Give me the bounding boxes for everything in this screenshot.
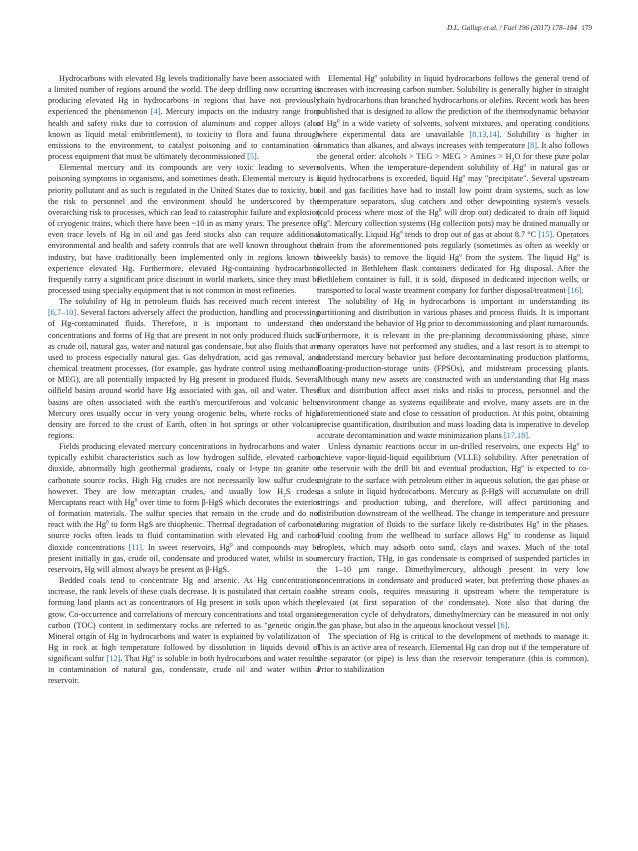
citation-link[interactable]: [6] [497, 620, 508, 630]
superscript: o [536, 519, 540, 526]
superscript: o [152, 653, 155, 660]
superscript: o [400, 229, 403, 236]
citation-link[interactable]: [4] [150, 107, 161, 117]
text-run: Unless dynamic reactions occur in un-drilled reservoirs, one expects Hg [328, 442, 577, 452]
body-paragraph [317, 296, 589, 441]
superscript: o [507, 530, 511, 537]
text-run: S crudes. Mercaptans react with Hg [48, 486, 320, 507]
text-run: The solubility of Hg in petroleum fluids has received much recent interest [59, 297, 320, 307]
text-run: is collected in Bethlehem flask containers dedicated for Hg disposal. After the Bethlehem container is full, it is sold, disposed in dedicated injection wells, or transported to local waste treatment company for further disposal/treatment [317, 252, 589, 295]
text-run: is expected to co-migrate to the surface with petroleum either in aqueous solution, the gas phase or as a solute in liquid hydrocarbons. Mercury as β-HgS will accumulate on drill strings and production tubing, and therefore, will affect partitioning and distribution downstream of the wellhead. The change in temperature and pressure during migration of fluids to the surface likely re-distributes Hg [317, 464, 589, 530]
body-paragraph [48, 575, 320, 687]
text-run: to condense as liquid droplets, which may adsorb onto sand, clays and waxes. Much of the total mercury fraction, THg, in gas condensate is comprised of suspended particles in the 1–10 μm range. Dimethylmercury, although present in very low concentrations in condensate and produced water, but preferring those phases as the stream cools, requires measuring it upstream where the temperature is elevated (at first separation of the condensate). Note also that during the regeneration cycle of dehydrators, dimethylmercury can be measured in not only the gas phase, but also in the aqueous knockout vessel [317, 531, 589, 630]
text-run: . It also follows the general order: alcohols > TEG > MEG > Amines > H [317, 140, 589, 162]
text-run: . [581, 285, 584, 295]
text-run: solubility in liquid hydrocarbons follows the general trend of increases with increasing carbon number. Solubility is generally higher in straight chain hydrocarbons than branched hydrocarbons or olefins. Recent work has been published that is designed to allow the prediction of the thermodynamic behavior of Hg [317, 74, 589, 128]
running-header [0, 24, 638, 38]
left-column [48, 73, 320, 687]
text-run: . Operators drain from the aforementioned pots regularly (sometimes as often as weekly or biweekly basis) to remove the liquid Hg [317, 230, 590, 262]
citation-link[interactable]: [5] [247, 152, 257, 162]
text-run: and compounds may be present initially in gas, crude oil, condensate and produced water, whilst in sour reservoirs, Hg will almost always be present as β-HgS. [48, 542, 320, 574]
text-run: . [528, 431, 531, 440]
text-run: The solubility of Hg in hydrocarbons is important in understanding its partitioning and distribution in various phases and process fluids. It is important to understand the behavior of Hg prior to decommissioning and plant turnarounds. Furthermore, it is relevant in the pre-planning decommissioning phase, since many operators have not performed any studies, and a last resort is to attempt to understand mercury behavior just before decontaminating production platforms, floating-production-storage units (FPSOs), and midstream processing plants. Although many new assets are constructed with an understanding that Hg mass flux and distribution affect asset risks and risks to process, personnel and the environment change as systems equilibrate and evolve, many assets are in the aforementioned state and close to cessation of production. At this point, obtaining precise quantification, distribution and mass loading data is imperative to develop accurate decontamination and waste minimization plans [317, 297, 589, 440]
text-run: Hydrocarbons with elevated Hg levels traditionally have been associated with a limited number of regions around the world. The deep drilling now occurring is producing elevated Hg in hydrocarbons in regions that have not previously experienced the phenomenon [48, 74, 320, 117]
text-run: may "precipitate". Several upstream oil and gas facilities have had to install low point drain systems, such as low temperature separators, slug catchers and other dewpointing system's vessels (cold process where most of the Hg [317, 174, 589, 217]
subscript: 2 [283, 492, 286, 499]
superscript: o [577, 251, 580, 258]
citation-link[interactable]: [8,13,14] [469, 129, 500, 139]
superscript: 0 [438, 207, 442, 214]
body-paragraph [317, 631, 589, 676]
body-paragraph [48, 296, 320, 441]
running-title: D.L. Gallup et al. / Fuel 196 (2017) 178–184 [447, 24, 577, 32]
text-run: . Solubility is higher in aromatics than alkanes, and always increases with temperature [317, 129, 589, 150]
body-paragraph [48, 73, 320, 162]
text-run: Elemental mercury and its compounds are very toxic leading to severe poisoning symptoms in organisms, and sometimes death. Elemental mercury is a priority pollutant and as such is regulated in the United States due to toxicity, but the risk to personnel and the environment should be underscored by the overarching risk to processes, which can lead to catastrophic failure and explosion of cryogenic trains, which there have been ~10 in as many years. The presence of even trace levels of Hg in oil and gas feed stocks also can require additional environmental and health and safety controls that are well known throughout the industry, but have traditionally been implemented only in regions known to experience elevated Hg. Furthermore, elevated Hg-containing hydrocarbons frequently carry a significant price discount in world markets, since they must be processed using specialty equipment that is not common in most refineries. [48, 163, 320, 295]
superscript: 0 [106, 519, 109, 526]
text-run: . Mercury impacts on the industry range from health and safety risks due to corrosion of aluminum and copper alloys (also known as liquid metal embrittlement), to toxicity to flora and fauna through emissions to the environment, to catalyst poisoning and to contamination of process equipment that must be ultimately decommissioned [48, 107, 320, 162]
citation-link[interactable]: [17,18] [503, 431, 528, 440]
text-run: in a wide variety of solvents, solvent mixtures, and operating conditions where experimental data are unavailable [317, 118, 589, 139]
text-run: in the phases. Fluid cooling from the wellhead to surface allows Hg [317, 520, 589, 541]
text-run: O for these pure polar solvents. When the temperature-dependent solubility of Hg [317, 152, 590, 173]
text-run: The speciation of Hg is critical to the development of methods to manage it. This is an active area of research. Elemental Hg can drop out if the temperature of the separator (or pipe) is less than the reservoir temperature (this is common). Prior to stabilization [317, 631, 589, 675]
text-run: Bedded coals tend to concentrate Hg and arsenic. As Hg concentrations increase, the rank levels of these coals decrease. It is postulated that certain coal-forming land plants act as concentrators of Hg present in soils upon which they grow. Co-occurrence and correlations of mercury concentrations and total organic carbon (TOC) content in sedimentary rocks are referred to as "genetic origin." Mineral origin of Hg in hydrocarbons and water is explained by volatilization of Hg in rock at high temperature followed by dissolution in liquids devoid of significant sulfur [48, 576, 320, 664]
citation-link[interactable]: [16] [567, 285, 582, 295]
citation-link[interactable]: [11] [128, 542, 143, 552]
superscript: 0 [336, 117, 340, 124]
text-run: is soluble in both hydrocarbons and water results in contamination of natural gas, condensate, crude oil and water within a reservoir. [48, 654, 320, 686]
text-run: to form HgS are thiophenic. Thermal degradation of carbonate source rocks often leads to fluid contamination with elevated Hg and carbon dioxide concentrations [48, 520, 320, 552]
page-number: 179 [581, 24, 592, 32]
citation-link[interactable]: [15] [538, 230, 553, 240]
text-run: . In sweet reservoirs, Hg [142, 542, 230, 552]
body-paragraph [48, 162, 320, 296]
superscript: o [576, 441, 580, 448]
body-paragraph [48, 441, 320, 575]
superscript: o [521, 463, 524, 470]
text-run: . [256, 152, 259, 162]
citation-link[interactable]: [6,7–10] [48, 308, 77, 318]
text-run: tends to drop out of gas at about 8.7 °C [402, 230, 539, 240]
citation-link[interactable]: [8] [527, 140, 538, 150]
text-run: in natural gas or liquid hydrocarbons is exceeded, liquid Hg [317, 163, 589, 184]
text-run: . That Hg [120, 654, 153, 664]
subscript: 2 [511, 157, 515, 164]
superscript: 0 [229, 541, 233, 548]
text-run: Elemental Hg [328, 74, 375, 83]
superscript: o [327, 218, 330, 225]
superscript: o [523, 162, 527, 169]
superscript: o [459, 251, 462, 258]
superscript: 0 [134, 497, 138, 504]
right-column [317, 73, 589, 675]
text-run: over time to form β-HgS which decorates the exterior of formation materials. The sulfur species that remain in the crude and do not react with the Hg [48, 497, 320, 530]
superscript: o [462, 173, 466, 180]
text-run: from the system. The liquid Hg [461, 252, 578, 262]
body-paragraph [317, 73, 589, 296]
text-run: to achieve vapor-liquid-liquid equilibrium (VLLE) solubility. After penetration of the reservoir with the drill bit and eventual production, Hg [317, 442, 589, 474]
citation-link[interactable]: [12] [106, 654, 121, 664]
text-run: . Several factors adversely affect the production, handling and processing of Hg-contaminated fluids. Therefore, it is important to understand the concentrations and forms of Hg that are present in not only produced fluids such as crude oil, natural gas, water and natural gas condensate, but also fluids that are used to process especially natural gas. Gas dehydration, acid gas removal, and chemical treatment processes, (for example, gas hydrate control using methanol or MEG), are all potentially impacted by Hg present in produced fluids. Several oilfield basins around world have Hg associated with gas, oil and water. These basins are often associated with the earth's mercuriferous and volcanic belts. Mercury ores usually occur in very young orogenic belts, where rocks of high density are forced to the crust of Earth, often in hot springs or other volcanic regions. [48, 308, 320, 440]
text-run: will drop out) dedicated to drain off liquid Hg [317, 207, 589, 229]
superscript: o [374, 73, 378, 80]
text-run: . [507, 620, 510, 630]
text-run: . Mercury collection systems (Hg collection pots) may be drained manually or automatically. Liquid Hg [317, 219, 589, 240]
text-run: Fields producing elevated mercury concentrations in hydrocarbons and water typically exhibit characteristics such as low hydrogen sulfide, elevated carbon dioxide, abnormally high geothermal gradients, coaly or I-type tin granite or carbonate source rocks. High Hg crudes are not necessarily low sulfur crudes, however. They are low mercaptan crudes, and usually low H [48, 442, 320, 496]
body-paragraph [317, 441, 589, 631]
